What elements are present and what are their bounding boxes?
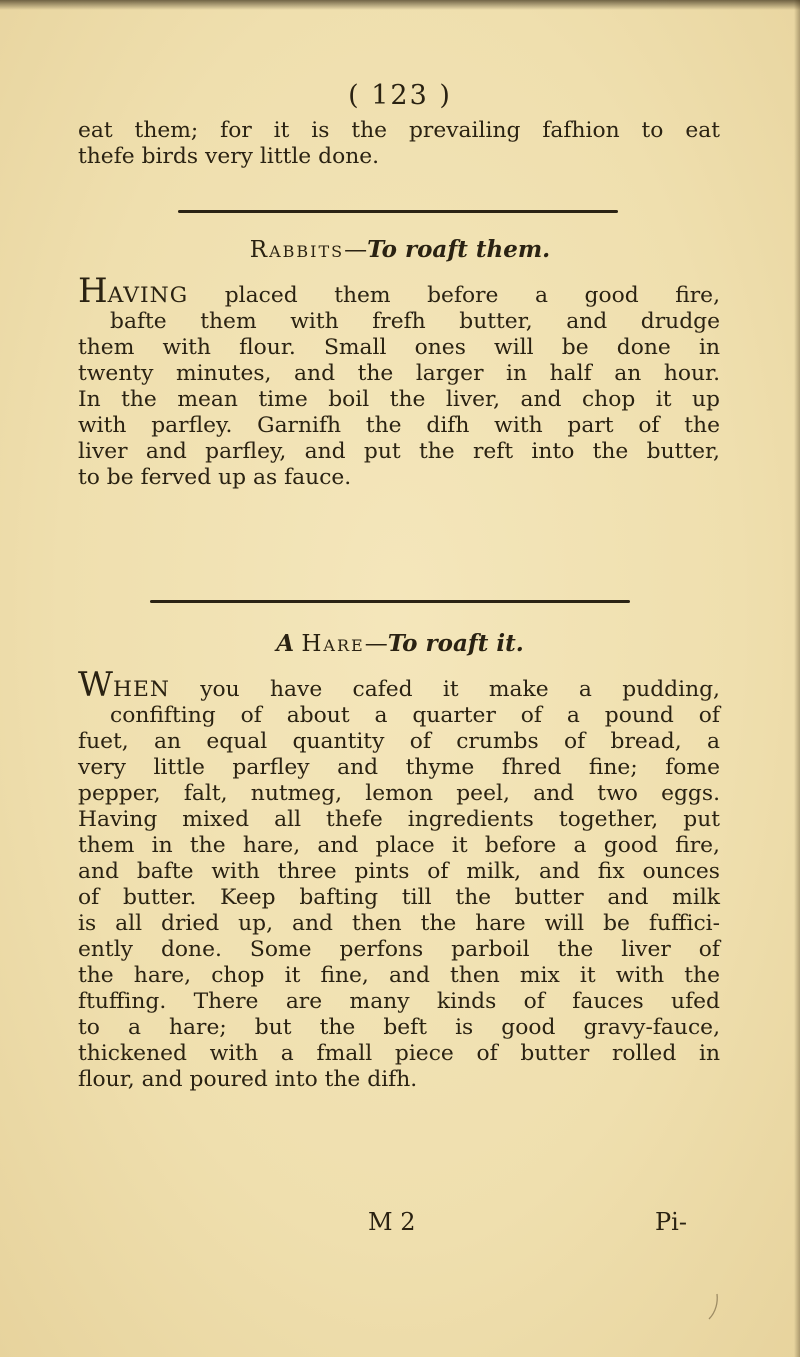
- intro-line-1: eat them; for it is the prevailing fafhion to eat: [78, 118, 720, 143]
- hare-line-2: confifting of about a quarter of a pound of: [110, 703, 720, 728]
- intro-paragraph: [78, 118, 720, 170]
- rabbits-line-5: In the mean time boil the liver, and chop it up: [78, 387, 720, 412]
- hare-heading: [0, 630, 800, 657]
- rabbits-line-8: to be ferved up as fauce.: [78, 465, 352, 490]
- rabbits-paragraph: [78, 271, 720, 491]
- pencil-mark-icon: [707, 1292, 721, 1322]
- hare-line-15: thickened with a fmall piece of butter rolled in: [78, 1041, 720, 1066]
- rabbits-heading-title: Rabbits: [249, 237, 345, 263]
- hare-line-1: [78, 665, 720, 705]
- rabbits-line-3: them with flour. Small ones will be done in: [78, 335, 720, 360]
- hare-line-12: the hare, chop it fine, and then mix it with the: [78, 963, 720, 988]
- hare-line-7: them in the hare, and place it before a good fire,: [78, 833, 720, 858]
- catchword: Pi-: [655, 1208, 687, 1236]
- hare-line-5: pepper, falt, nutmeg, lemon peel, and two eggs.: [78, 781, 720, 806]
- hare-heading-article: A: [276, 630, 295, 657]
- hare-line-14: to a hare; but the beft is good gravy-fauce,: [78, 1015, 720, 1040]
- hare-line-6: Having mixed all thefe ingredients together, put: [78, 807, 720, 832]
- hare-heading-subtitle: To roaft it.: [387, 630, 524, 657]
- rabbits-line-1-text: placed them before a good fire,: [188, 283, 720, 308]
- hare-heading-title: Hare: [301, 631, 365, 657]
- hare-heading-dash: —: [364, 631, 388, 657]
- rabbits-initial-letter: H: [78, 271, 108, 311]
- hare-initial-letter: W: [78, 665, 113, 705]
- hare-line-4: very little parfley and thyme fhred fine; fome: [78, 755, 720, 780]
- hare-line-11: ently done. Some perfons parboil the liver of: [78, 937, 720, 962]
- rabbits-heading-dash: —: [344, 237, 368, 263]
- right-edge-shadow: [794, 0, 800, 1357]
- rabbits-line-6: with parfley. Garnifh the difh with part of the: [78, 413, 720, 438]
- hare-line-16: flour, and poured into the difh.: [78, 1067, 418, 1092]
- hare-line-13: ftuffing. There are many kinds of fauces ufed: [78, 989, 720, 1014]
- intro-line-2: thefe birds very little done.: [78, 144, 380, 169]
- rabbits-line-1: [78, 271, 720, 311]
- top-edge-shadow: [0, 0, 800, 10]
- rabbits-heading: [0, 236, 800, 263]
- hare-line-9: of butter. Keep bafting till the butter and milk: [78, 885, 720, 910]
- section-divider-1: [178, 210, 618, 213]
- hare-line-1-text: you have cafed it make a pudding,: [169, 677, 720, 702]
- signature-mark: M 2: [368, 1208, 416, 1236]
- rabbits-heading-subtitle: To roaft them.: [367, 236, 551, 263]
- hare-line-10: is all dried up, and then the hare will be fuffici-: [78, 911, 720, 936]
- hare-line-8: and bafte with three pints of milk, and fix ounces: [78, 859, 720, 884]
- hare-first-word: HEN: [112, 677, 170, 702]
- page-footer: [0, 1208, 800, 1238]
- hare-paragraph: [78, 665, 720, 1093]
- page-number: ( 123 ): [348, 80, 452, 111]
- hare-line-3: fuet, an equal quantity of crumbs of bread, a: [78, 729, 720, 754]
- rabbits-first-word: AVING: [107, 283, 189, 308]
- section-divider-2: [150, 600, 630, 603]
- rabbits-line-4: twenty minutes, and the larger in half an hour.: [78, 361, 720, 386]
- rabbits-line-7: liver and parfley, and put the reft into the butter,: [78, 439, 720, 464]
- rabbits-line-2: bafte them with frefh butter, and drudge: [110, 309, 720, 334]
